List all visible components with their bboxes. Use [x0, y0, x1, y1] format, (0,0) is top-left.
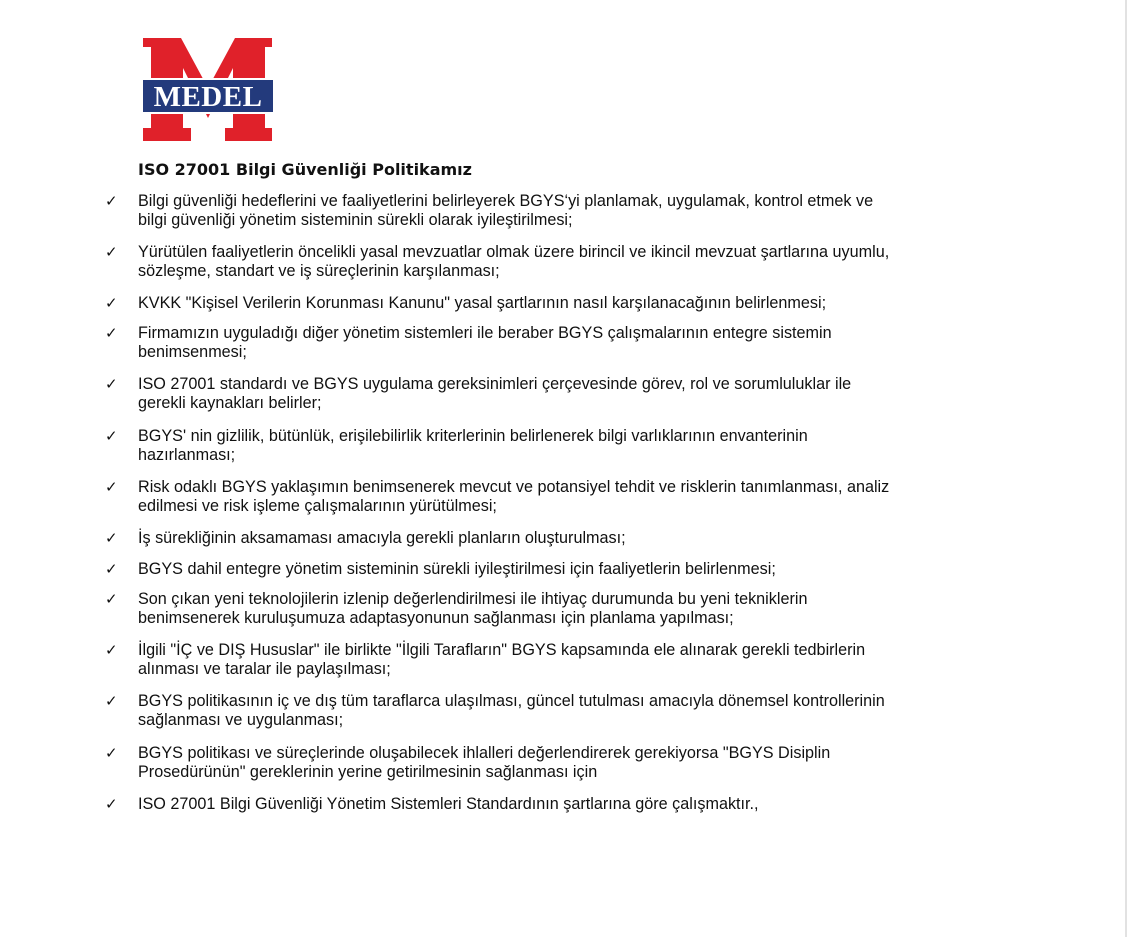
checkmark-icon: ✓: [105, 478, 118, 496]
policy-title: ISO 27001 Bilgi Güvenliği Politikamız: [138, 160, 472, 179]
checkmark-icon: ✓: [105, 641, 118, 659]
policy-item-text: Son çıkan yeni teknolojilerin izlenip değerlendirilmesi ile ihtiyaç durumunda bu yeni tekniklerin benimsenerek kuruluşumuza adaptasyonunun sağlanması için planlama yapılması;: [138, 590, 808, 627]
policy-item: [105, 560, 1025, 579]
policy-item-text: BGYS dahil entegre yönetim sisteminin sürekli iyileştirilmesi için faaliyetlerin belirlenmesi;: [138, 560, 776, 578]
policy-item-text: BGYS politikası ve süreçlerinde oluşabilecek ihlalleri değerlendirerek gerekiyorsa "BGYS Disiplin Prosedürünün" gereklerinin yerine getirilmesinin sağlanması için: [138, 744, 831, 781]
policy-item: [105, 324, 1025, 362]
policy-item-text: ISO 27001 Bilgi Güvenliği Yönetim Sistemleri Standardının şartlarına göre çalışmaktır.,: [138, 795, 759, 813]
checkmark-icon: ✓: [105, 243, 118, 261]
checkmark-icon: ✓: [105, 192, 118, 210]
checkmark-icon: ✓: [105, 294, 118, 312]
policy-item: [105, 192, 1025, 230]
policy-item-text: İlgili "İÇ ve DIŞ Hususlar" ile birlikte "İlgili Tarafların" BGYS kapsamında ele alınarak gerekli tedbirlerin alınması ve taralar ile paylaşılması;: [138, 641, 866, 678]
policy-item: [105, 427, 1025, 465]
checkmark-icon: ✓: [105, 692, 118, 710]
policy-item: [105, 529, 1025, 548]
policy-item: [105, 478, 1025, 516]
policy-item: [105, 243, 1025, 281]
logo-wordmark: MEDEL: [153, 81, 263, 113]
policy-item: [105, 744, 1025, 782]
policy-item: [105, 375, 1025, 413]
checkmark-icon: ✓: [105, 590, 118, 608]
policy-item-text: Yürütülen faaliyetlerin öncelikli yasal mevzuatlar olmak üzere birincil ve ikincil mevzuat şartlarına uyumlu, sözleşme, standart ve iş süreçlerinin karşılanması;: [138, 243, 890, 280]
checkmark-icon: ✓: [105, 744, 118, 762]
policy-item: [105, 795, 1025, 814]
checkmark-icon: ✓: [105, 560, 118, 578]
policy-item: [105, 590, 1025, 628]
policy-item: [105, 692, 1025, 730]
checkmark-icon: ✓: [105, 324, 118, 342]
policy-item-text: KVKK "Kişisel Verilerin Korunması Kanunu" yasal şartlarının nasıl karşılanacağının belirlenmesi;: [138, 294, 827, 312]
policy-item-text: Risk odaklı BGYS yaklaşımın benimsenerek mevcut ve potansiyel tehdit ve risklerin tanımlanması, analiz edilmesi ve risk işleme çalışmalarının yürütülmesi;: [138, 478, 890, 515]
checkmark-icon: ✓: [105, 375, 118, 393]
policy-item: [105, 641, 1025, 679]
policy-item: [105, 294, 1025, 313]
policy-item-text: BGYS politikasının iç ve dış tüm taraflarca ulaşılması, güncel tutulması amacıyla dönemsel kontrollerinin sağlanması ve uygulanması;: [138, 692, 885, 729]
policy-item-text: İş sürekliğinin aksamaması amacıyla gerekli planların oluşturulması;: [138, 529, 626, 547]
checkmark-icon: ✓: [105, 795, 118, 813]
policy-item-text: Bilgi güvenliği hedeflerini ve faaliyetlerini belirleyerek BGYS‘yi planlamak, uygulamak, kontrol etmek ve bilgi güvenliği yönetim sisteminin sürekli olarak iyileştirilmesi;: [138, 192, 874, 229]
checkmark-icon: ✓: [105, 529, 118, 547]
policy-item-text: ISO 27001 standardı ve BGYS uygulama gereksinimleri çerçevesinde görev, rol ve sorumluluklar ile gerekli kaynakları belirler;: [138, 375, 852, 412]
checkmark-icon: ✓: [105, 427, 118, 445]
policy-item-text: BGYS' nin gizlilik, bütünlük, erişilebilirlik kriterlerinin belirlenerek bilgi varlıklarının envanterinin hazırlanması;: [138, 427, 808, 464]
policy-item-text: Firmamızın uyguladığı diğer yönetim sistemleri ile beraber BGYS çalışmalarının entegre sistemin benimsenmesi;: [138, 324, 832, 361]
